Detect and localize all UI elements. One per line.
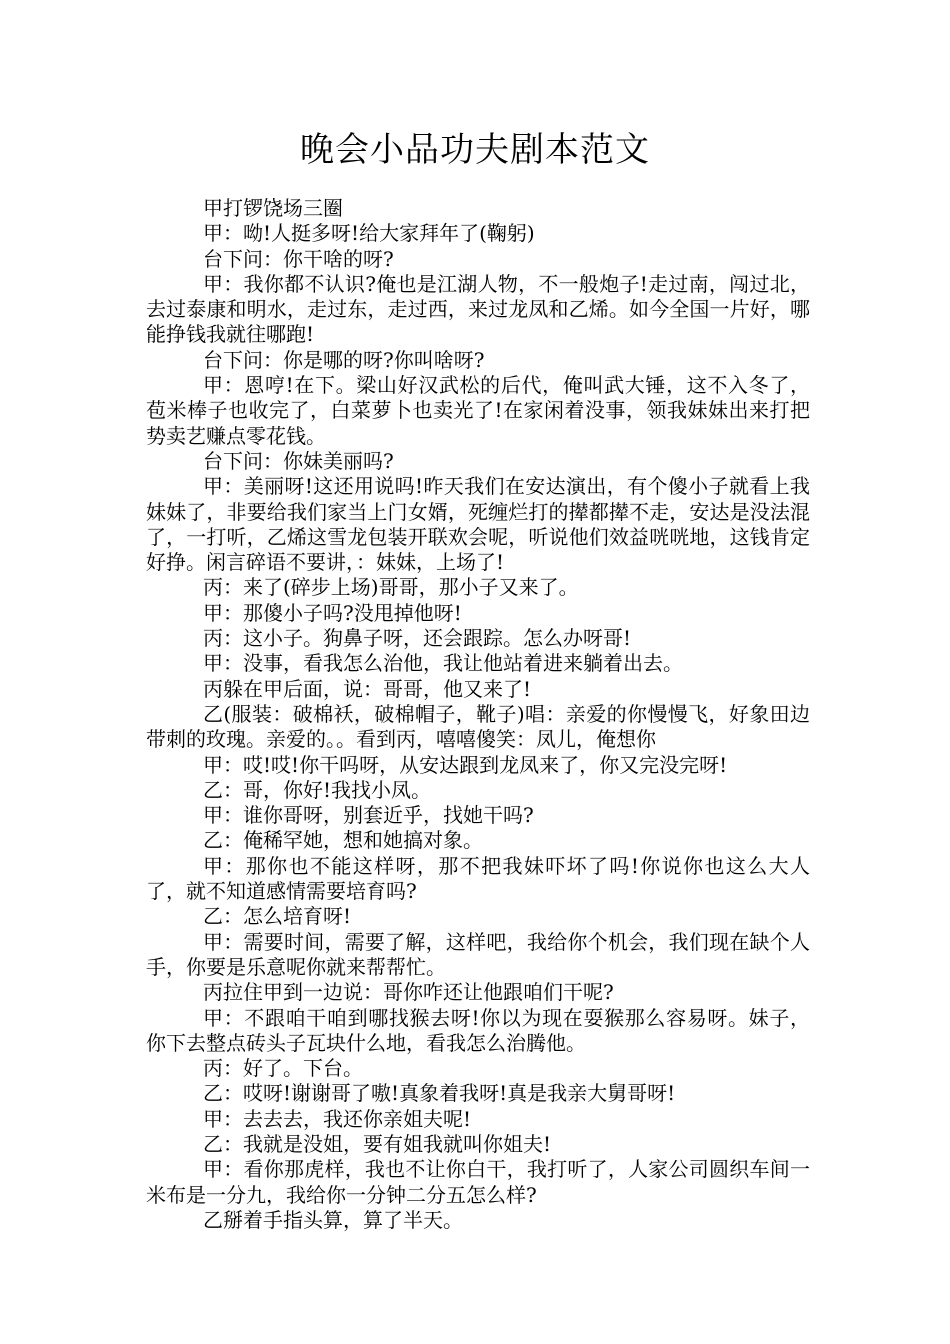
script-line: 甲：不跟咱干咱到哪找猴去呀!你以为现在耍猴那么容易呀。妹子，你下去整点砖头子瓦块什么地，看我怎么治腾他。 [146, 1005, 810, 1055]
script-line: 乙：俺稀罕她，想和她搞对象。 [203, 828, 483, 853]
script-line: 乙：哎呀!谢谢哥了嗷!真象着我呀!真是我亲大舅哥呀! [203, 1081, 676, 1106]
document-title: 晚会小品功夫剧本范文 [300, 130, 650, 170]
script-line: 台下问：你干啥的呀? [203, 246, 394, 271]
script-line: 甲打锣饶场三圈 [203, 196, 343, 220]
script-line: 甲：恩哼!在下。梁山好汉武松的后代，俺叫武大锤，这不入冬了，苞米棒子也收完了，白菜萝卜也卖光了!在家闲着没事，领我妹妹出来打把势卖艺赚点零花钱。 [146, 373, 810, 448]
script-line: 甲：那傻小子吗?没甩掉他呀! [203, 600, 462, 625]
script-body [146, 196, 810, 1233]
script-line: 乙：哥，你好!我找小凤。 [203, 777, 432, 802]
script-line: 台下问：你妹美丽吗? [203, 448, 394, 473]
script-line: 丙拉住甲到一边说：哥你咋还让他跟咱们干呢? [203, 980, 614, 1005]
script-line: 甲：去去去，我还你亲姐夫呢! [203, 1106, 472, 1131]
script-line: 乙(服装：破棉袄，破棉帽子，靴子)唱：亲爱的你慢慢飞，好象田边带刺的玫瑰。亲爱的。。看到丙，嘻嘻傻笑：凤儿，俺想你 [146, 701, 810, 752]
script-line: 甲：哎!哎!你干吗呀，从安达跟到龙凤来了，你又完没完呀! [203, 752, 728, 777]
script-line: 丙躲在甲后面，说：哥哥，他又来了! [203, 676, 532, 701]
script-line: 甲：需要时间，需要了解，这样吧，我给你个机会，我们现在缺个人手，你要是乐意呢你就来帮帮忙。 [146, 929, 810, 979]
script-line: 甲：没事，看我怎么治他，我让他站着进来躺着出去。 [203, 651, 683, 676]
script-line: 甲：看你那虎样，我也不让你白干，我打听了，人家公司圆织车间一米布是一分九，我给你一分钟二分五怎么样? [146, 1157, 810, 1207]
script-line: 丙：来了(碎步上场)哥哥，那小子又来了。 [203, 575, 579, 600]
script-line: 甲：那你也不能这样呀，那不把我妹吓坏了吗!你说你也这么大人了，就不知道感情需要培育吗? [146, 853, 810, 904]
script-line: 甲：美丽呀!这还用说吗!昨天我们在安达演出，有个傻小子就看上我妹妹了，非要给我们家当上门女婿，死缠烂打的撵都撵不走，安达是没法混了，一打听，乙烯这雪龙包装开联欢会呢，听说他们效益咣咣地，这钱肯定好挣。闲言碎语不要讲，：妹妹，上场了! [146, 474, 810, 575]
script-line: 乙掰着手指头算，算了半天。 [203, 1207, 463, 1232]
script-line: 甲：谁你哥呀，别套近乎，找她干吗? [203, 803, 534, 828]
script-line: 丙：好了。下台。 [203, 1056, 363, 1081]
script-line: 甲：我你都不认识?俺也是江湖人物，不一般炮子!走过南，闯过北，去过泰康和明水，走过东，走过西，来过龙凤和乙烯。如今全国一片好，哪能挣钱我就往哪跑! [146, 271, 810, 347]
script-line: 台下问：你是哪的呀?你叫啥呀? [203, 347, 485, 372]
script-line: 乙：怎么培育呀! [203, 904, 352, 929]
script-line: 甲：呦!人挺多呀!给大家拜年了(鞠躬) [203, 221, 535, 246]
script-line: 乙：我就是没姐，要有姐我就叫你姐夫! [203, 1131, 552, 1156]
script-line: 丙：这小子。狗鼻子呀，还会跟踪。怎么办呀哥! [203, 626, 632, 651]
